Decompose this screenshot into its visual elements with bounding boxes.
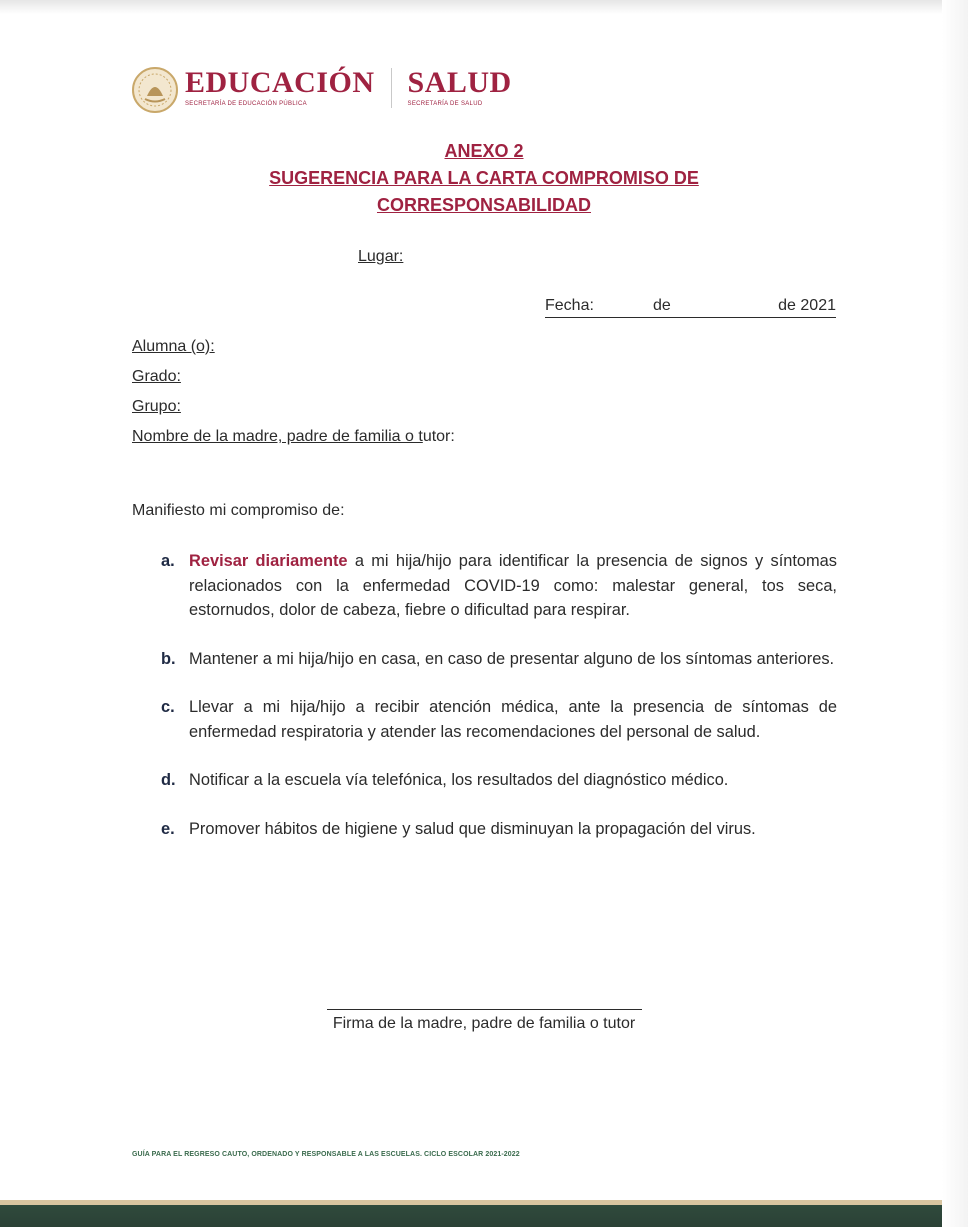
logo-divider xyxy=(391,68,392,108)
health-subtitle: SECRETARÍA DE SALUD xyxy=(407,101,483,107)
item-letter: e. xyxy=(161,819,175,838)
list-item xyxy=(161,768,837,793)
header-logo xyxy=(131,66,512,120)
tutor-label-underlined: Nombre de la madre, padre de familia o t xyxy=(132,428,423,445)
item-letter: a. xyxy=(161,552,175,570)
tutor-label-rest: utor: xyxy=(422,428,455,445)
item-letter: d. xyxy=(161,771,176,789)
alumna-field: Alumna (o): xyxy=(132,338,215,355)
education-subtitle: SECRETARÍA DE EDUCACIÓN PÚBLICA xyxy=(185,101,307,107)
page-top-shadow xyxy=(0,0,968,14)
footer-guide-title: GUÍA PARA EL REGRESO CAUTO, ORDENADO Y RESPONSABLE A LAS ESCUELAS. CICLO ESCOLAR 2021-2022 xyxy=(132,1151,520,1158)
title-suggestion: SUGERENCIA PARA LA CARTA COMPROMISO DE xyxy=(269,168,699,188)
item-text: Promover hábitos de higiene y salud que disminuyan la propagación del virus. xyxy=(189,819,756,838)
commitment-list xyxy=(161,549,837,865)
national-seal-icon xyxy=(131,66,179,114)
item-letter: c. xyxy=(161,698,175,716)
tutor-field xyxy=(132,428,455,446)
list-item xyxy=(161,817,837,842)
list-item xyxy=(161,647,837,672)
grado-field: Grado: xyxy=(132,368,181,385)
fecha-year: de 2021 xyxy=(778,297,836,314)
item-text: Llevar a mi hija/hijo a recibir atención médica, ante la presencia de síntomas de enfermedad respiratoria y atender las recomendaciones del personal de salud. xyxy=(189,698,837,741)
signature-caption: Firma de la madre, padre de familia o tutor xyxy=(332,1015,636,1032)
commitment-intro: Manifiesto mi compromiso de: xyxy=(132,502,345,519)
list-item xyxy=(161,549,837,623)
item-letter: b. xyxy=(161,649,176,668)
list-item xyxy=(161,695,837,744)
item-text: Notificar a la escuela vía telefónica, los resultados del diagnóstico médico. xyxy=(189,771,729,789)
health-wordmark: SALUD xyxy=(407,66,512,99)
item-body: a mi hija/hijo para identificar la presencia de signos y síntomas relacionados con la enfermedad COVID-19 como: malestar general, tos seca, estornudos, dolor de cabeza, fiebre o dificultad para respirar. xyxy=(189,552,837,619)
fecha-field xyxy=(545,297,836,318)
bottom-decorative-band xyxy=(0,1200,942,1227)
title-coresponsibility: CORRESPONSABILIDAD xyxy=(376,195,591,215)
education-wordmark: EDUCACIÓN xyxy=(185,66,375,99)
grupo-field: Grupo: xyxy=(132,398,181,415)
title-annex: ANEXO 2 xyxy=(444,141,524,161)
health-brand xyxy=(408,66,512,107)
fecha-label: Fecha: xyxy=(545,297,594,314)
item-text xyxy=(189,549,837,623)
item-highlight: Revisar diariamente xyxy=(189,552,348,570)
fecha-de: de xyxy=(653,297,671,314)
lugar-field: Lugar: xyxy=(358,248,404,265)
education-brand xyxy=(185,66,375,107)
item-text: Mantener a mi hija/hijo en casa, en caso de presentar alguno de los síntomas anteriores. xyxy=(189,649,835,668)
signature-line xyxy=(327,1009,642,1010)
